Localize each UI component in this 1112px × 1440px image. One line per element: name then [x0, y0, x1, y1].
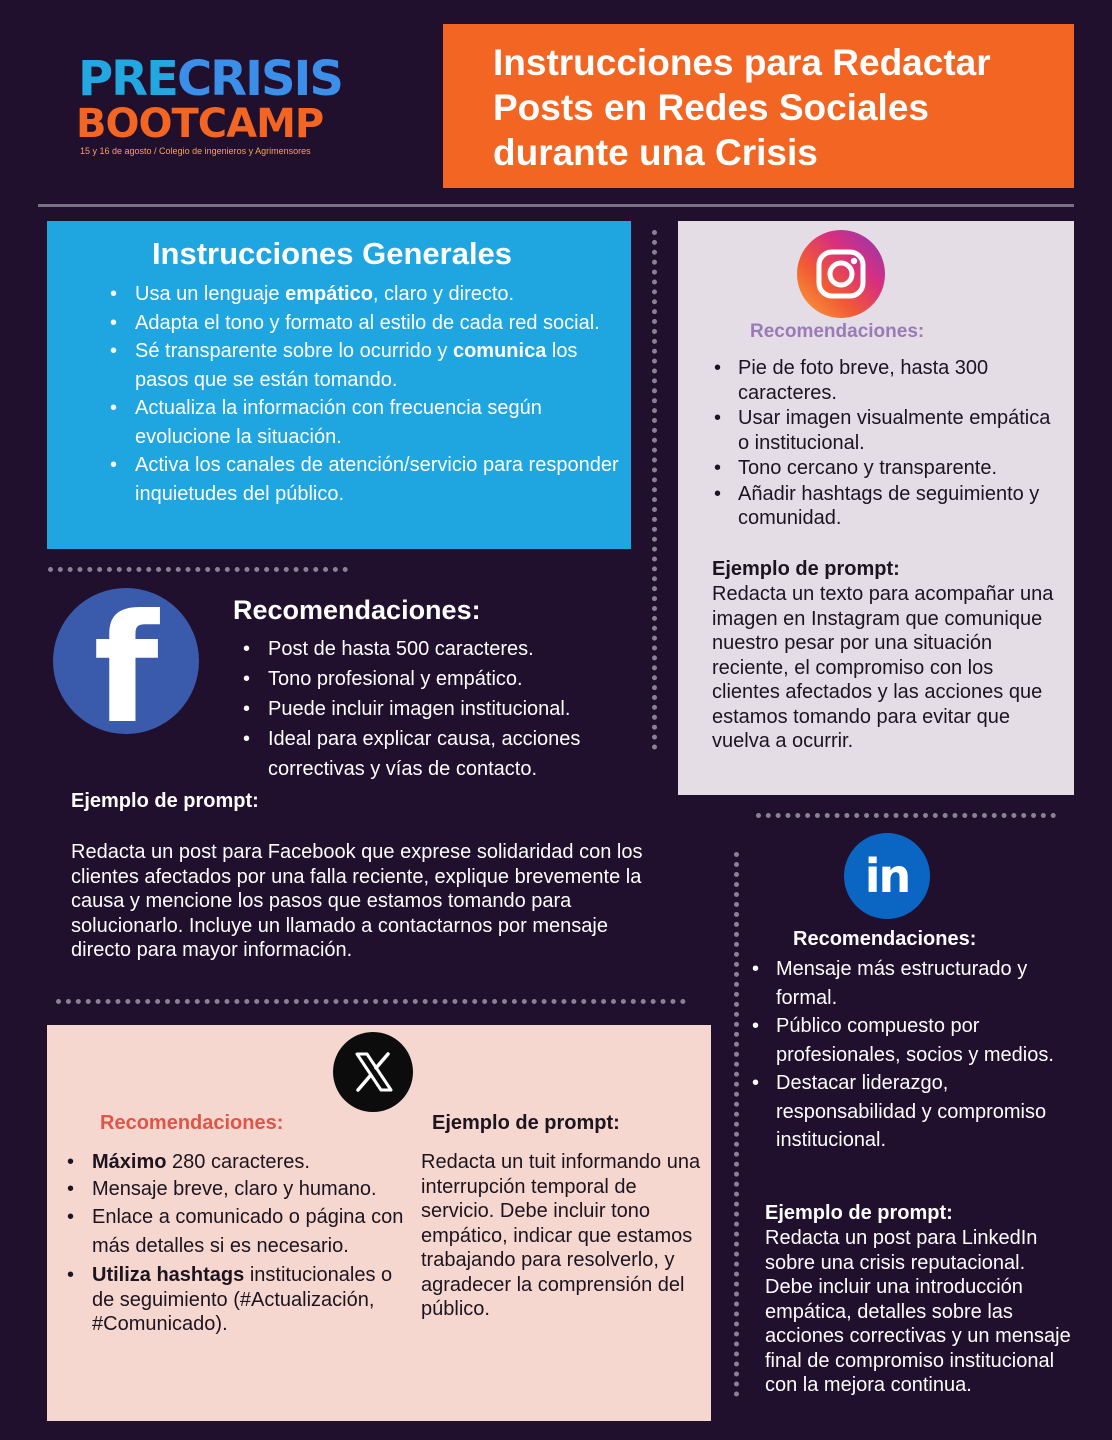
general-instructions-title: Instrucciones Generales	[151, 236, 513, 271]
x-recommendations-title: Recomendaciones:	[100, 1112, 284, 1134]
linkedin-example-text: Redacta un post para LinkedIn sobre una crisis reputacional. Debe incluir una introducción empática, detalles sobre las acciones correctivas y un mensaje final de compromiso institucional con la mejora continua.	[765, 1227, 1071, 1396]
list-item: • Adapta el tono y formato al estilo de cada red social.	[110, 309, 620, 338]
list-item: • Actualiza la información con frecuencia según evolucione la situación.	[110, 394, 620, 451]
list-item: • Pie de foto breve, hasta 300 caracteres.	[712, 356, 1067, 405]
x-icon	[333, 1032, 413, 1112]
dotted-divider	[56, 999, 686, 1004]
facebook-recommendations-title: Recomendaciones:	[233, 595, 481, 625]
list-item: • Puede incluir imagen institucional.	[243, 694, 623, 724]
list-item: • Post de hasta 500 caracteres.	[243, 634, 623, 664]
list-item: • Sé transparente sobre lo ocurrido y comunica los pasos que se están tomando.	[110, 337, 620, 394]
list-item: • Destacar liderazgo, responsabilidad y compromiso institucional.	[752, 1069, 1072, 1155]
instagram-example-text: Redacta un texto para acompañar una imagen en Instagram que comunique nuestro pesar por una situación reciente, el compromiso con los clientes afectados y las acciones que estamos tomando para evitar que vuelva a ocurrir.	[712, 583, 1054, 752]
header-divider	[38, 204, 1074, 207]
instagram-icon	[797, 230, 885, 318]
x-recommendations-list	[67, 1150, 407, 1339]
list-item: • Tono cercano y transparente.	[712, 456, 1067, 481]
list-item: • Ideal para explicar causa, acciones correctivas y vías de contacto.	[243, 724, 623, 784]
dotted-divider	[756, 813, 1056, 818]
x-example-text: Redacta un tuit informando una interrupción temporal de servicio. Debe incluir tono empático, indicar que estamos trabajando para resolverlo, y agradecer la comprensión del público.	[421, 1151, 701, 1320]
instagram-recommendations-title: Recomendaciones:	[750, 321, 925, 342]
linkedin-icon-text: in	[864, 849, 910, 903]
list-item: • Usar imagen visualmente empática o institucional.	[712, 406, 1067, 455]
list-item: • Mensaje más estructurado y formal.	[752, 955, 1072, 1012]
dotted-divider	[48, 567, 348, 572]
list-item: • Enlace a comunicado o página con más detalles si es necesario.	[67, 1203, 407, 1261]
linkedin-recommendations-title: Recomendaciones:	[793, 928, 977, 950]
list-item: • Utiliza hashtags institucionales o de seguimiento (#Actualización, #Comunicado).	[67, 1263, 407, 1337]
facebook-icon-letter: f	[93, 583, 159, 757]
list-item: • Añadir hashtags de seguimiento y comunidad.	[712, 482, 1067, 531]
list-item: • Mensaje breve, claro y humano.	[67, 1177, 407, 1202]
instagram-example-title: Ejemplo de prompt:	[712, 558, 900, 580]
facebook-example-title: Ejemplo de prompt:	[71, 790, 259, 812]
logo-precrisis: PRECRISIS	[78, 51, 342, 107]
general-instructions-list	[110, 280, 620, 508]
logo-bootcamp: BOOTCAMP	[76, 101, 324, 147]
facebook-recommendations-list	[243, 634, 623, 784]
list-item: • Usa un lenguaje empático, claro y directo.	[110, 280, 620, 309]
dotted-divider	[652, 230, 657, 750]
x-glyph	[333, 1032, 413, 1112]
page-title: Instrucciones para Redactar Posts en Redes Sociales durante una Crisis	[493, 42, 991, 173]
linkedin-recommendations-list	[752, 955, 1072, 1155]
logo-subtitle: 15 y 16 de agosto / Colegio de ingenieros y Agrimensores	[80, 146, 311, 156]
list-item: • Público compuesto por profesionales, socios y medios.	[752, 1012, 1072, 1069]
instagram-recommendations-list	[712, 356, 1067, 532]
facebook-example-text: Redacta un post para Facebook que exprese solidaridad con los clientes afectados por una falla reciente, explique brevemente la causa y mencione los pasos que estamos tomando para solucionarlo. Incluye un llamado a contactarnos por mensaje directo para mayor información.	[71, 841, 643, 961]
dotted-divider	[734, 852, 739, 1397]
list-item: • Máximo 280 caracteres.	[67, 1150, 407, 1175]
linkedin-example-title: Ejemplo de prompt:	[765, 1202, 953, 1224]
list-item: • Activa los canales de atención/servicio para responder inquietudes del público.	[110, 451, 620, 508]
list-item: • Tono profesional y empático.	[243, 664, 623, 694]
instagram-glyph	[797, 230, 885, 318]
x-example-title: Ejemplo de prompt:	[432, 1112, 620, 1134]
